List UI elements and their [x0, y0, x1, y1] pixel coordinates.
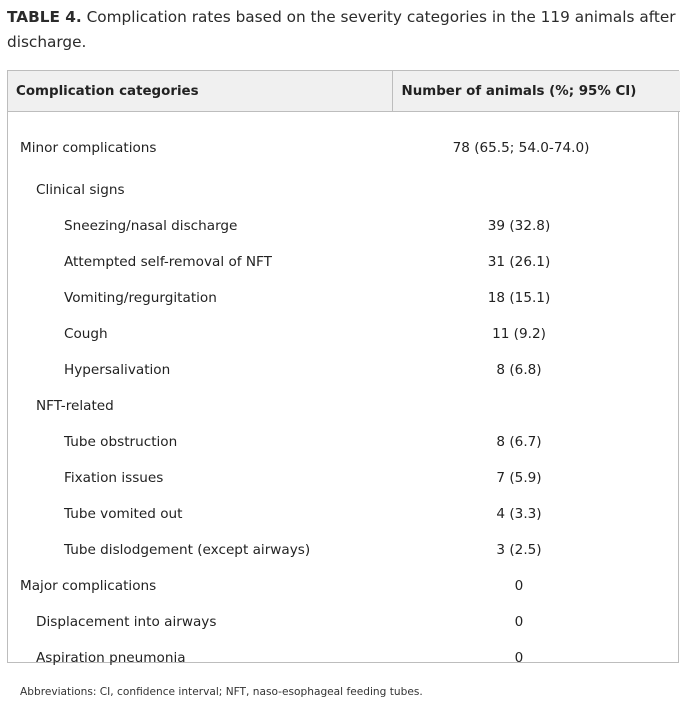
row-category: Fixation issues	[64, 470, 164, 486]
table-row	[8, 112, 680, 173]
row-category: Clinical signs	[36, 182, 125, 198]
row-value: 18 (15.1)	[487, 290, 551, 306]
row-value: 0	[514, 578, 524, 594]
row-category: Minor complications	[20, 140, 157, 156]
table-footnote: Abbreviations: CI, confidence interval; NFT, naso-esophageal feeding tubes.	[20, 686, 423, 698]
table-row	[8, 208, 680, 244]
row-category: Hypersalivation	[64, 362, 171, 378]
header-number-of-animals: Number of animals (%; 95% CI)	[392, 71, 680, 112]
table-header-row	[8, 71, 680, 112]
table-row	[8, 280, 680, 316]
row-value	[392, 172, 680, 208]
table-row	[8, 640, 680, 676]
table-row	[8, 604, 680, 640]
table-row	[8, 352, 680, 388]
row-value	[392, 388, 680, 424]
row-value: 39 (32.8)	[487, 218, 551, 234]
row-value: 78 (65.5; 54.0-74.0)	[452, 140, 590, 156]
row-category: NFT-related	[36, 398, 114, 414]
row-value: 4 (3.3)	[496, 506, 542, 522]
table-header	[8, 71, 680, 112]
row-value: 7 (5.9)	[496, 470, 542, 486]
table-row	[8, 532, 680, 568]
row-category: Cough	[64, 326, 108, 342]
table-row	[8, 388, 680, 424]
row-value: 8 (6.8)	[496, 362, 542, 378]
table-row	[8, 316, 680, 352]
row-value: 11 (9.2)	[492, 326, 546, 342]
complication-table-container	[7, 70, 679, 666]
row-category: Tube obstruction	[64, 434, 178, 450]
table-caption-text: Complication rates based on the severity categories in the 119 animals after discharge.	[7, 8, 676, 51]
row-category: Sneezing/nasal discharge	[64, 218, 238, 234]
header-complication-categories: Complication categories	[8, 71, 392, 112]
row-value: 31 (26.1)	[487, 254, 551, 270]
row-value: 0	[514, 614, 524, 630]
row-category: Tube vomited out	[64, 506, 183, 522]
row-value: 8 (6.7)	[496, 434, 542, 450]
row-category: Attempted self-removal of NFT	[64, 254, 272, 270]
table-row	[8, 460, 680, 496]
complication-table	[8, 71, 680, 676]
row-category: Vomiting/regurgitation	[64, 290, 217, 306]
table-row	[8, 172, 680, 208]
table-row	[8, 496, 680, 532]
row-value: 0	[514, 650, 524, 666]
row-category: Major complications	[20, 578, 157, 594]
table-row	[8, 424, 680, 460]
table-caption	[7, 5, 677, 55]
table-body	[8, 112, 680, 677]
row-category: Tube dislodgement (except airways)	[64, 542, 311, 558]
row-category: Displacement into airways	[36, 614, 217, 630]
table-row	[8, 568, 680, 604]
table-row	[8, 244, 680, 280]
row-category: Aspiration pneumonia	[36, 650, 186, 666]
table-caption-label: TABLE 4.	[7, 8, 82, 26]
row-value: 3 (2.5)	[496, 542, 542, 558]
